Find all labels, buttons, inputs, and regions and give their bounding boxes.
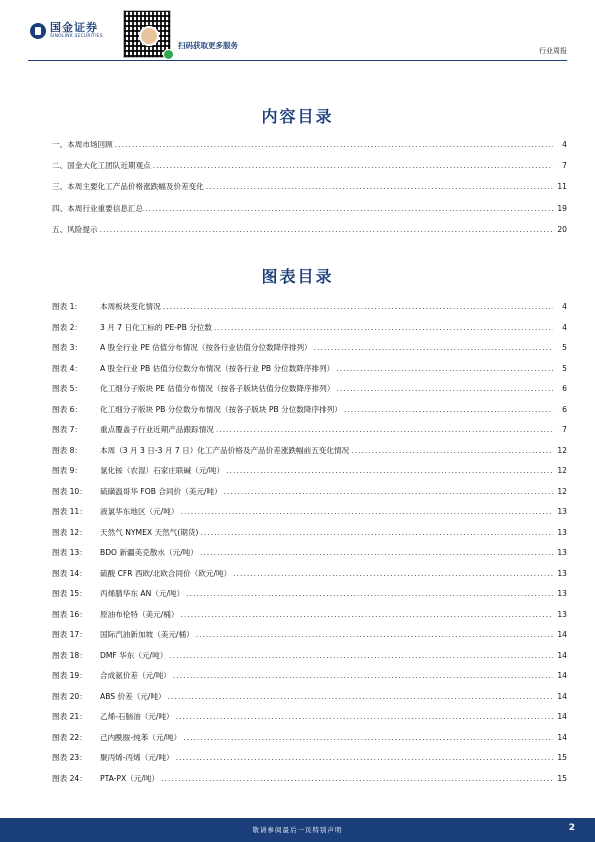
figure-entry[interactable] — [52, 384, 567, 394]
figure-number: 图表 20： — [52, 691, 87, 701]
figure-entry[interactable] — [52, 528, 567, 538]
figure-number: 图表 7： — [52, 425, 83, 434]
figure-entry[interactable] — [52, 630, 567, 640]
qr-code-icon[interactable] — [123, 10, 171, 58]
entry-label: 硫酸 CFR 西欧/北欧合同价（欧元/吨） — [100, 568, 232, 578]
contents-entry[interactable] — [52, 204, 567, 214]
entry-page-number: 4 — [562, 140, 567, 149]
figure-number: 图表 24： — [52, 773, 87, 783]
dot-leader — [169, 651, 553, 661]
entry-page-number: 14 — [557, 691, 567, 701]
entry-label: 一、本周市场回顾 — [52, 140, 113, 149]
contents-entry[interactable] — [52, 225, 567, 235]
figure-number: 图表 3： — [52, 343, 83, 352]
figure-entry[interactable] — [52, 548, 567, 558]
figure-entry[interactable] — [52, 569, 567, 579]
dot-leader — [163, 302, 553, 312]
entry-label: 丙烯腈华东 AN（元/吨） — [100, 589, 185, 598]
dot-leader — [145, 204, 553, 214]
entry-label: 己内酰胺-纯苯（元/吨） — [100, 732, 182, 742]
entry-label: 化工细分子版块 PB 分位数分布情况（按各子版块 PB 分位数降序排列） — [100, 404, 342, 414]
entry-page-number: 7 — [562, 161, 567, 171]
dot-leader — [224, 487, 553, 497]
figure-entry[interactable] — [52, 487, 567, 497]
entry-page-number: 14 — [557, 712, 567, 721]
contents-title: 内容目录 — [261, 107, 334, 126]
entry-label: 本周（3 月 3 日-3 月 7 日）化工产品价格及产品价差涨跌幅前五变化情况 — [100, 445, 350, 455]
entry-page-number: 5 — [562, 363, 567, 373]
dot-leader — [216, 425, 553, 435]
page-header — [0, 0, 595, 64]
entry-page-number: 14 — [557, 732, 567, 742]
entry-label: 五、风险提示 — [52, 224, 98, 234]
contents-entry[interactable] — [52, 140, 567, 150]
dot-leader — [214, 323, 553, 333]
dot-leader — [344, 405, 553, 415]
entry-page-number: 20 — [557, 224, 567, 234]
dot-leader — [168, 692, 553, 702]
dot-leader — [314, 343, 553, 353]
figure-number: 图表 9： — [52, 466, 83, 475]
dot-leader — [336, 384, 553, 394]
contents-entry[interactable] — [52, 182, 567, 192]
dot-leader — [200, 548, 553, 558]
dot-leader — [226, 466, 553, 476]
entry-page-number: 14 — [557, 650, 567, 660]
figure-entry[interactable] — [52, 671, 567, 681]
logo-cn: 国金证券 — [50, 21, 98, 34]
entry-page-number: 13 — [557, 609, 567, 619]
entry-label: DMF 华东（元/吨） — [100, 650, 168, 660]
figure-number: 图表 8： — [52, 445, 83, 455]
figure-number: 图表 15： — [52, 589, 87, 598]
entry-page-number: 15 — [557, 753, 567, 762]
figure-number: 图表 19： — [52, 671, 87, 680]
entry-label: A 股全行业 PB 估值分位数分布情况（按各行业 PB 分位数降序排列） — [100, 363, 335, 373]
entry-page-number: 13 — [557, 568, 567, 578]
dot-leader — [196, 630, 553, 640]
entry-label: A 股全行业 PE 估值分布情况（按各行业估值分位数降序排列） — [100, 343, 312, 352]
dot-leader — [176, 712, 553, 722]
entry-label: 硫磺温哥华 FOB 合同价（美元/吨） — [100, 486, 222, 496]
entry-page-number: 12 — [557, 466, 567, 475]
figure-number: 图表 13： — [52, 548, 87, 557]
entry-label: 3 月 7 日化工标的 PE-PB 分位数 — [100, 322, 212, 332]
company-logo — [30, 22, 103, 40]
qr-center-logo-icon — [139, 26, 159, 46]
figure-number: 图表 17： — [52, 630, 87, 639]
dot-leader — [183, 733, 553, 743]
entry-label: ABS 价差（元/吨） — [100, 691, 166, 701]
entry-page-number: 13 — [557, 548, 567, 557]
entry-label: 氯化铵（农湿）石家庄联碱（元/吨） — [100, 466, 225, 475]
wechat-badge-icon — [163, 49, 174, 60]
entry-page-number: 13 — [557, 507, 567, 516]
figure-number: 图表 1： — [52, 302, 83, 311]
disclaimer-notice: 敬请参阅最后一页特别声明 — [252, 826, 343, 834]
figure-number: 图表 6： — [52, 404, 83, 414]
entry-label: 三、本周主要化工产品价格涨跌幅及价差变化 — [52, 182, 204, 192]
dot-leader — [153, 161, 553, 171]
figure-entry[interactable] — [52, 753, 567, 763]
figure-entry[interactable] — [52, 692, 567, 702]
dot-leader — [176, 753, 553, 763]
contents-list — [52, 140, 567, 246]
dot-leader — [336, 364, 553, 374]
entry-label: BDO 新疆美克散水（元/吨） — [100, 548, 198, 557]
figure-entry[interactable] — [52, 589, 567, 599]
entry-page-number: 15 — [557, 773, 567, 783]
figure-number: 图表 10： — [52, 486, 87, 496]
figure-entry[interactable] — [52, 343, 567, 353]
entry-page-number: 13 — [557, 589, 567, 598]
entry-page-number: 5 — [562, 343, 567, 352]
entry-page-number: 14 — [557, 630, 567, 639]
figure-number: 图表 14： — [52, 568, 87, 578]
dot-leader — [100, 225, 553, 235]
figure-entry[interactable] — [52, 466, 567, 476]
entry-label: 二、国金大化工团队近期观点 — [52, 161, 151, 171]
figures-title: 图表目录 — [261, 267, 334, 286]
entry-label: 四、本周行业重要信息汇总 — [52, 203, 144, 213]
entry-label: 乙烯-石脑油（元/吨） — [100, 712, 174, 721]
figure-entry[interactable] — [52, 712, 567, 722]
dot-leader — [206, 182, 553, 192]
entry-label: 液氯华东地区（元/吨） — [100, 507, 179, 516]
entry-page-number: 4 — [562, 302, 567, 311]
entry-page-number: 4 — [562, 322, 567, 332]
figure-number: 图表 22： — [52, 732, 87, 742]
figure-entry[interactable] — [52, 302, 567, 312]
dot-leader — [161, 774, 553, 784]
entry-page-number: 6 — [562, 384, 567, 393]
entry-label: 聚丙烯-丙烯（元/吨） — [100, 753, 174, 762]
entry-label: 原油布伦特（美元/桶） — [100, 609, 179, 619]
header-divider — [28, 60, 567, 61]
figure-number: 图表 2： — [52, 322, 83, 332]
entry-page-number: 19 — [557, 203, 567, 213]
figure-number: 图表 16： — [52, 609, 87, 619]
dot-leader — [186, 589, 553, 599]
figure-number: 图表 21： — [52, 712, 87, 721]
entry-label: PTA-PX（元/吨） — [100, 773, 160, 783]
entry-label: 天然气 NYMEX 天然气(期货) — [100, 527, 199, 537]
logo-en: SINOLINK SECURITIES — [50, 34, 103, 39]
figure-entry[interactable] — [52, 507, 567, 517]
entry-page-number: 14 — [557, 671, 567, 680]
dot-leader — [181, 610, 554, 620]
entry-label: 化工细分子版块 PE 估值分布情况（按各子版块估值分位数降序排列） — [100, 384, 335, 393]
figures-list — [52, 302, 567, 794]
dot-leader — [351, 446, 553, 456]
figure-entry[interactable] — [52, 651, 567, 661]
figure-entry[interactable] — [52, 774, 567, 784]
dot-leader — [173, 671, 553, 681]
dot-leader — [233, 569, 553, 579]
figure-entry[interactable] — [52, 323, 567, 333]
figure-entry[interactable] — [52, 610, 567, 620]
page-number: 2 — [568, 823, 575, 833]
entry-page-number: 11 — [557, 182, 567, 192]
figure-number: 图表 4： — [52, 363, 83, 373]
entry-label: 重点覆盖子行业近期产品跟踪情况 — [100, 425, 214, 434]
dot-leader — [200, 528, 553, 538]
entry-page-number: 6 — [562, 404, 567, 414]
contents-entry[interactable] — [52, 161, 567, 171]
figure-entry[interactable] — [52, 364, 567, 374]
entry-page-number: 12 — [557, 486, 567, 496]
figure-entry[interactable] — [52, 425, 567, 435]
figure-number: 图表 12： — [52, 527, 87, 537]
entry-label: 合成氨价差（元/吨） — [100, 671, 171, 680]
report-type: 行业周报 — [539, 47, 567, 55]
logo-mark-icon — [30, 23, 46, 39]
entry-page-number: 12 — [557, 445, 567, 455]
page-footer — [0, 818, 595, 842]
figure-number: 图表 23： — [52, 753, 87, 762]
entry-label: 本周板块变化情况 — [100, 302, 161, 311]
entry-page-number: 13 — [557, 527, 567, 537]
entry-page-number: 7 — [562, 425, 567, 434]
dot-leader — [115, 140, 553, 150]
scan-prompt: 扫码获取更多服务 — [178, 41, 238, 50]
figure-number: 图表 5： — [52, 384, 83, 393]
figure-number: 图表 18： — [52, 650, 87, 660]
figure-entry[interactable] — [52, 405, 567, 415]
figure-entry[interactable] — [52, 733, 567, 743]
figure-number: 图表 11： — [52, 507, 87, 516]
entry-label: 国际汽油新加坡（美元/桶） — [100, 630, 194, 639]
dot-leader — [181, 507, 554, 517]
figure-entry[interactable] — [52, 446, 567, 456]
